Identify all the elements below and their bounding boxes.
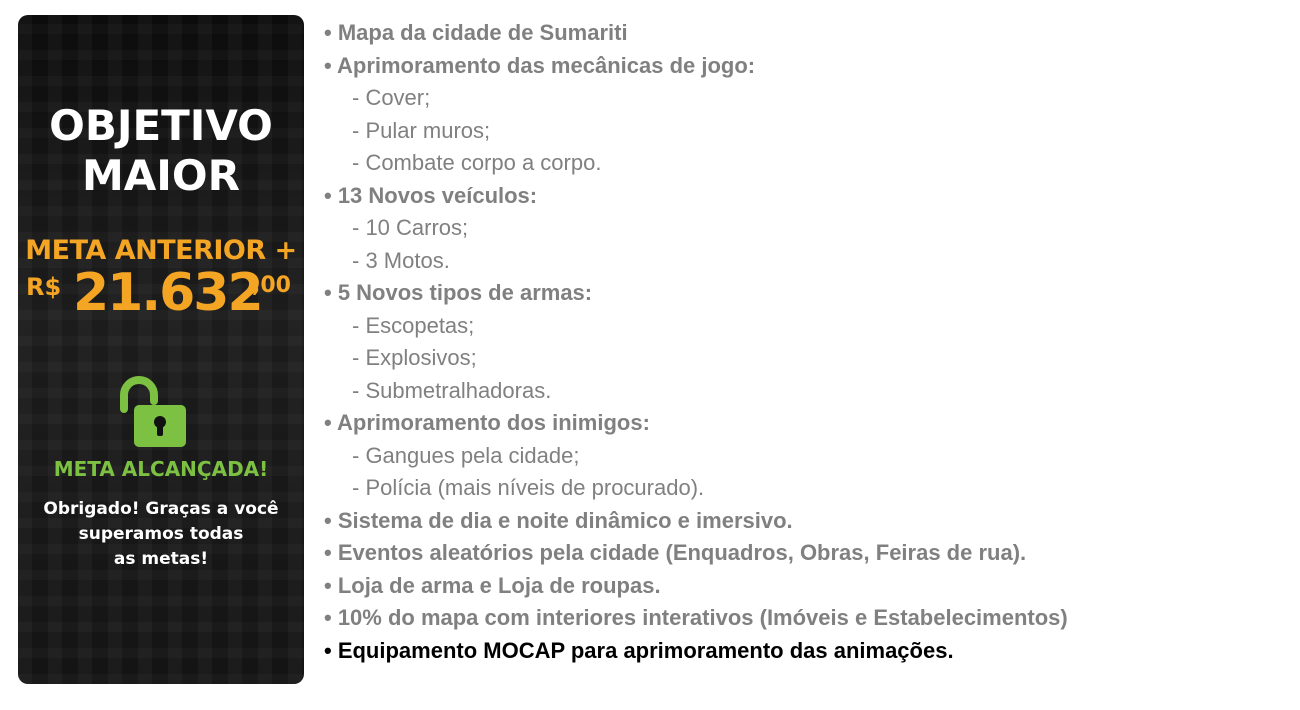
feature-subitem: - Combate corpo a corpo.: [352, 150, 602, 175]
feature-subitem: - Explosivos;: [352, 345, 477, 370]
feature-subitem: - Polícia (mais níveis de procurado).: [352, 475, 705, 500]
feature-item: • 10% do mapa com interiores interativos (Imóveis e Estabelecimentos): [324, 605, 1068, 630]
goal-reached-status: META ALCANÇADA!: [53, 457, 269, 481]
feature-item: • Loja de arma e Loja de roupas.: [324, 572, 661, 598]
feature-subitem: - 3 Motos.: [352, 247, 450, 273]
feature-item: • 13 Novos veículos:: [324, 182, 538, 208]
feature-item: • Aprimoramento dos inimigos:: [324, 410, 650, 435]
goal-title: [18, 101, 304, 201]
feature-item: • Eventos aleatórios pela cidade (Enquadros, Obras, Feiras de rua).: [324, 540, 1027, 565]
feature-item: • Sistema de dia e noite dinâmico e imersivo.: [324, 507, 793, 533]
goal-title-line-2: MAIOR: [82, 151, 240, 200]
currency-symbol: R$: [26, 273, 62, 301]
thank-you-line-1: Obrigado! Graças a você: [43, 499, 279, 519]
amount-value: 21.632: [73, 263, 262, 323]
feature-item: • Mapa da cidade de Sumariti: [324, 20, 628, 45]
goal-title-line-1: OBJETIVO: [49, 101, 273, 150]
feature-subitem: - Pular muros;: [352, 117, 491, 143]
feature-subitem: - Submetralhadoras.: [352, 377, 552, 403]
feature-list: [324, 17, 1284, 667]
goal-card: [18, 15, 304, 684]
feature-item-highlighted: • Equipamento MOCAP para aprimoramento das animações.: [324, 637, 954, 663]
thank-you-line-2: superamos todas: [78, 524, 244, 544]
feature-subitem: - 10 Carros;: [352, 215, 469, 240]
amount-cents: ,00: [252, 273, 291, 298]
feature-item: • 5 Novos tipos de armas:: [324, 280, 593, 305]
unlocked-padlock-icon: [116, 375, 192, 451]
feature-subitem: - Cover;: [352, 85, 431, 110]
feature-item: • Aprimoramento das mecânicas de jogo:: [324, 52, 756, 78]
feature-subitem: - Escopetas;: [352, 312, 475, 338]
thank-you-line-3: as metas!: [113, 549, 209, 569]
previous-goal-label: META ANTERIOR +: [25, 235, 297, 266]
feature-subitem: - Gangues pela cidade;: [352, 442, 580, 468]
thank-you-message: [28, 497, 294, 572]
